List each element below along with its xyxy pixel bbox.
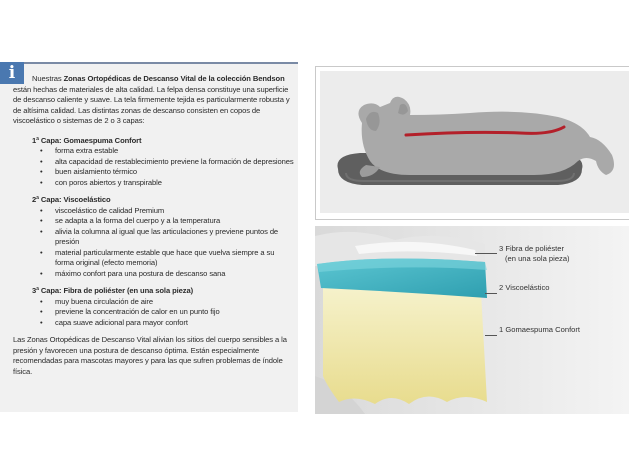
description-text (13, 74, 295, 377)
label-line-layer-1 (485, 335, 497, 336)
layer-3-section (32, 286, 295, 328)
list-item: • forma extra estable (55, 146, 295, 157)
label-line-layer-2 (485, 293, 497, 294)
intro-paragraph (13, 74, 295, 127)
comfort-foam-layer (323, 286, 487, 404)
dog-on-cushion-illustration (320, 71, 629, 213)
dog-illustration-background (320, 71, 629, 213)
layer-1-title: 1ª Capa: Gomaespuma Confort (32, 135, 142, 145)
closing-paragraph: Las Zonas Ortopédicas de Descanso Vital alivian los sitios del cuerpo sensibles a la presión y favorecen una postura de descanso óptima. Están especialmente recomendadas para mascotas mayores y para las que sufren problemas de índole física. (13, 335, 287, 376)
list-item: • material particularmente estable que hace que vuelva siempre a su forma original (efecto memoria) (55, 248, 295, 269)
list-item: • buen aislamiento térmico (55, 167, 295, 178)
list-item: • muy buena circulación de aire (55, 297, 295, 308)
layer-2-list (32, 206, 295, 280)
layer-1-list (32, 146, 295, 188)
layer-2-section (32, 195, 295, 279)
list-item: • alta capacidad de restablecimiento previene la formación de depresiones (55, 157, 295, 168)
dog-illustration-panel (315, 66, 629, 220)
layer-3-title: 3ª Capa: Fibra de poliéster (en una sola pieza) (32, 286, 193, 295)
foam-layers-illustration (315, 226, 629, 414)
intro-rest: están hechas de materiales de alta calidad. La felpa densa constituye una superficie de descanso caliente y suave. La tela firmemente tejida es particularmente robusta y de altísima calidad. Las distintas zonas de descanso consisten en copos de viscoelástico o sistemas de 2 o 3 capas: (13, 84, 290, 125)
list-item: • máximo confort para una postura de descanso sana (55, 269, 295, 280)
layer-3-list (32, 297, 295, 329)
list-item: • viscoelástico de calidad Premium (55, 206, 295, 217)
label-line-layer-3 (475, 253, 497, 254)
list-item: • se adapta a la forma del cuerpo y a la temperatura (55, 216, 295, 227)
list-item: • previene la concentración de calor en un punto fijo (55, 307, 295, 318)
list-item: • con poros abiertos y transpirable (55, 178, 295, 189)
cushion-layers-photo (315, 226, 629, 414)
intro-highlight: Zonas Ortopédicas de Descanso Vital de la colección Bendson (63, 74, 285, 83)
layer-1-section (32, 136, 295, 189)
label-layer-3: 3 Fibra de poliéster (499, 244, 565, 253)
label-layer-2: 2 Viscoelástico (499, 283, 550, 292)
label-layer-1: 1 Gomaespuma Confort (499, 325, 581, 334)
info-icon: i (0, 62, 24, 84)
layer-2-title: 2ª Capa: Viscoelástico (32, 195, 111, 204)
intro-lead: Nuestras (32, 74, 64, 83)
list-item: • alivia la columna al igual que las articulaciones y previene puntos de presión (55, 227, 295, 248)
label-layer-3-sub: (en una sola pieza) (505, 254, 570, 263)
list-item: • capa suave adicional para mayor confort (55, 318, 295, 329)
